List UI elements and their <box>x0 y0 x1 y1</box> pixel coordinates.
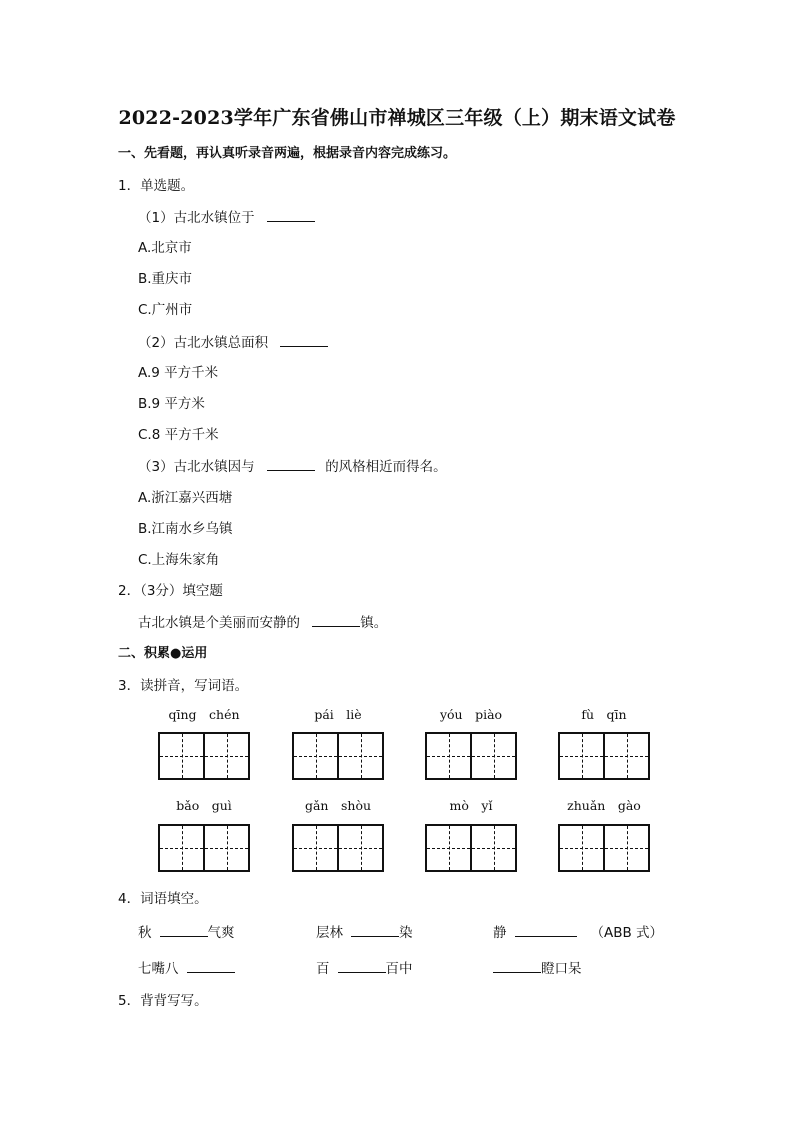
option-a: A.北京市 <box>138 240 192 256</box>
answer-blank[interactable] <box>267 208 315 222</box>
fill-item-suffix: 百中 <box>385 961 413 977</box>
fill-item <box>316 923 413 942</box>
question-2-stem <box>138 613 387 632</box>
answer-blank[interactable] <box>187 959 235 973</box>
question-2-text: 古北水镇是个美丽而安静的 <box>138 615 300 631</box>
writing-grid[interactable] <box>292 732 384 780</box>
question-1-3-text: （3）古北水镇因与 <box>138 459 255 475</box>
writing-grid[interactable] <box>558 732 650 780</box>
fill-item-prefix: 秋 <box>138 925 152 941</box>
pinyin-label: mò yǐ <box>449 798 493 813</box>
option-c: C.上海朱家角 <box>138 552 220 568</box>
question-1-3-suffix: 的风格相近而得名。 <box>325 459 447 475</box>
option-c: C.广州市 <box>138 302 193 318</box>
pinyin-label: fù qīn <box>581 707 627 722</box>
writing-grid[interactable] <box>292 824 384 872</box>
fill-item-prefix: 七嘴八 <box>138 961 179 977</box>
pinyin-label: qīng chén <box>168 707 240 722</box>
fill-item-suffix: 染 <box>399 925 413 941</box>
question-3-heading: 3．读拼音，写词语。 <box>118 678 249 694</box>
question-2-suffix: 镇。 <box>360 615 388 631</box>
page-title: 2022-2023学年广东省佛山市禅城区三年级（上）期末语文试卷 <box>118 107 676 129</box>
writing-grid[interactable] <box>158 732 250 780</box>
fill-item-prefix: 静 <box>493 925 507 941</box>
pinyin-label: gǎn shòu <box>304 798 372 813</box>
question-1-2-stem <box>138 333 331 352</box>
question-1-1-stem <box>138 208 318 227</box>
option-b: B.江南水乡乌镇 <box>138 521 233 537</box>
fill-item <box>316 959 413 978</box>
question-2-heading: 2．（3分）填空题 <box>118 583 223 599</box>
pinyin-label: bǎo guì <box>176 798 232 813</box>
writing-grid[interactable] <box>425 732 517 780</box>
question-1-2-text: （2）古北水镇总面积 <box>138 335 269 351</box>
section-1-heading: 一、先看题，再认真听录音两遍，根据录音内容完成练习。 <box>118 146 457 161</box>
option-b: B.9 平方米 <box>138 396 205 412</box>
answer-blank[interactable] <box>338 959 386 973</box>
option-a: A.浙江嘉兴西塘 <box>138 490 233 506</box>
fill-item <box>138 923 235 942</box>
option-b: B.重庆市 <box>138 271 193 287</box>
fill-item-suffix: （ABB 式） <box>590 925 664 941</box>
pinyin-label: pái liè <box>314 707 362 722</box>
answer-blank[interactable] <box>160 923 208 937</box>
fill-item <box>493 923 663 942</box>
pinyin-label: zhuǎn gào <box>567 798 641 813</box>
writing-grid[interactable] <box>558 824 650 872</box>
fill-item-suffix: 气爽 <box>207 925 235 941</box>
answer-blank[interactable] <box>515 923 577 937</box>
question-1-heading: 1．单选题。 <box>118 178 195 194</box>
pinyin-label: yóu piào <box>439 707 503 722</box>
writing-grid[interactable] <box>425 824 517 872</box>
question-1-1-text: （1）古北水镇位于 <box>138 210 255 226</box>
answer-blank[interactable] <box>312 613 360 627</box>
fill-item-suffix: 瞪口呆 <box>541 961 582 977</box>
section-2-heading: 二、积累●运用 <box>118 646 208 661</box>
answer-blank[interactable] <box>351 923 399 937</box>
option-c: C.8 平方千米 <box>138 427 219 443</box>
fill-item-prefix: 百 <box>316 961 330 977</box>
fill-item <box>493 959 582 978</box>
option-a: A.9 平方千米 <box>138 365 219 381</box>
answer-blank[interactable] <box>493 959 541 973</box>
question-5-heading: 5．背背写写。 <box>118 993 208 1009</box>
fill-item <box>138 959 238 978</box>
question-4-heading: 4．词语填空。 <box>118 891 208 907</box>
question-1-3-stem <box>138 457 447 476</box>
fill-item-prefix: 层林 <box>316 925 343 941</box>
answer-blank[interactable] <box>267 457 315 471</box>
answer-blank[interactable] <box>280 333 328 347</box>
writing-grid[interactable] <box>158 824 250 872</box>
